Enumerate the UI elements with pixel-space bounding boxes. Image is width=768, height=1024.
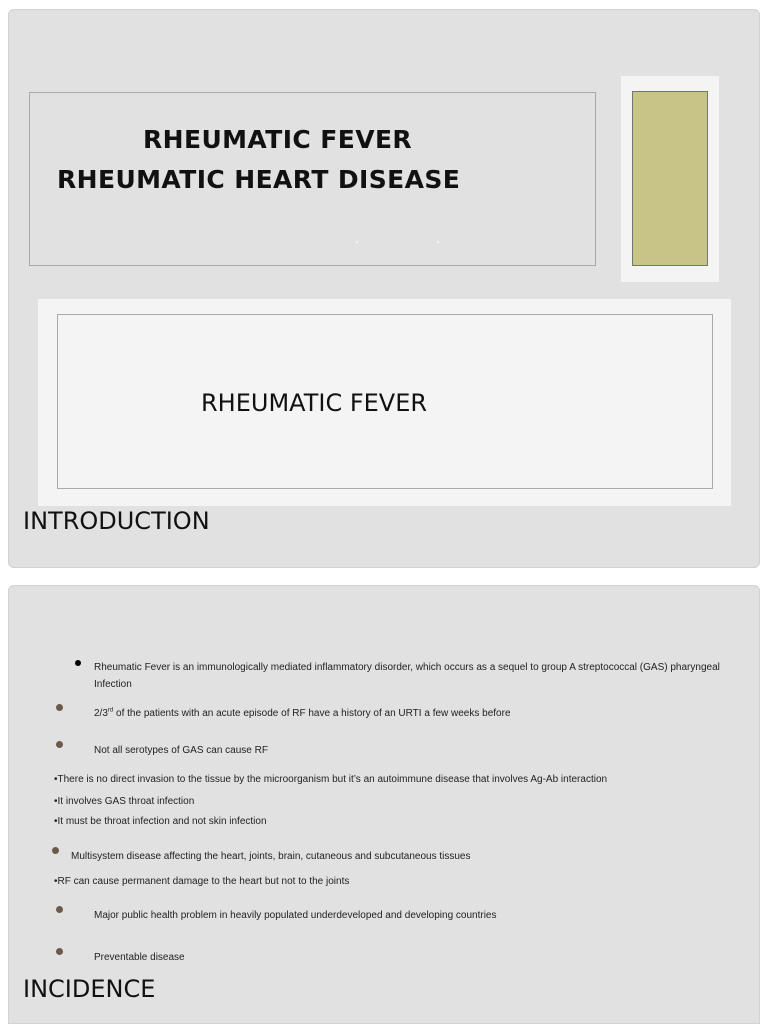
bullet-dot [52,847,59,854]
slide-content [8,585,760,1024]
section-label-introduction: INTRODUCTION [23,507,210,535]
item-text: There is no direct invasion to the tissue by the microorganism but it’s an autoimmune disease that involves Ag-Ab interaction [57,774,608,785]
title-line-2: RHEUMATIC HEART DISEASE [57,165,461,194]
list-item [54,793,194,810]
inline-bullet: • [54,796,58,807]
bullet-dot [56,704,63,711]
item-text: It must be throat infection and not skin infection [57,816,267,827]
item-text: It involves GAS throat infection [57,796,195,807]
accent-frame [621,76,719,282]
list-item: Not all serotypes of GAS can cause RF [94,745,268,756]
list-item [54,813,267,830]
inline-bullet: • [54,774,58,785]
subtitle-box [57,314,713,489]
item-text: of the patients with an acute episode of RF have a history of an URTI a few weeks before [113,708,511,719]
inline-bullet: • [54,816,58,827]
bullet-dot [56,948,63,955]
list-item [54,873,349,890]
subtitle-text: RHEUMATIC FEVER [201,389,428,417]
slide-title [8,9,760,568]
title-box [29,92,596,266]
superscript-text: rd [107,707,114,714]
bullet-dot [56,741,63,748]
inline-bullet: • [54,876,58,887]
list-item: Preventable disease [94,952,185,963]
list-item: Rheumatic Fever is an immunologically mediated inflammatory disorder, which occurs as a sequel to group A streptococcal (GAS) pharyngeal Infection [94,662,720,690]
title-line-1: RHEUMATIC FEVER [143,125,413,154]
list-item: Multisystem disease affecting the heart, joints, brain, cutaneous and subcutaneous tissues [71,851,471,862]
fraction-text: 2/3 [94,708,108,719]
subtitle-frame [38,299,731,506]
list-item: Major public health problem in heavily populated underdeveloped and developing countries [94,910,497,921]
list-item [54,771,607,788]
item-text: RF can cause permanent damage to the heart but not to the joints [57,876,350,887]
accent-block [632,91,708,266]
placeholder-tick [437,241,439,243]
bullet-dot [56,906,63,913]
bullet-dot [75,660,81,666]
placeholder-tick [356,241,358,243]
section-label-incidence: INCIDENCE [23,975,156,1003]
list-item [94,705,511,722]
